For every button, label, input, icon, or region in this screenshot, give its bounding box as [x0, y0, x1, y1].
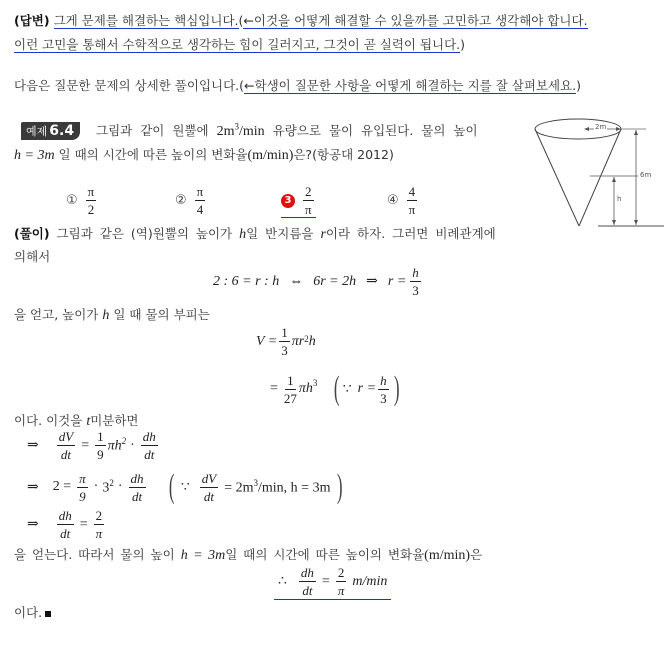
problem-line-2 — [14, 145, 394, 164]
dot-operator: · — [93, 479, 99, 494]
height-condition: h = 3m — [180, 548, 226, 563]
because-symbol: ∵ — [180, 479, 190, 495]
fraction — [336, 566, 347, 597]
dot-operator: · — [117, 479, 123, 494]
pi-h: πh — [107, 438, 122, 454]
solution-text: 일 때의 시간에 따른 높이의 변화율 — [225, 547, 425, 562]
denominator: dt — [302, 583, 313, 598]
solution-line-2 — [14, 247, 50, 265]
numerator: 1 — [281, 325, 288, 340]
denominator: 3 — [281, 343, 288, 358]
flow-rate-exp: 3 — [234, 121, 239, 132]
radius-label: 2m — [595, 123, 607, 131]
solution-text: 그림과 같은 (역)원뿔의 높이가 — [56, 226, 233, 241]
qed-square-icon — [45, 611, 51, 617]
numerator: dh — [58, 508, 72, 523]
choice-4 — [387, 185, 419, 216]
derivative-step-3 — [27, 509, 106, 540]
flow-rate — [216, 121, 265, 139]
choice-3-selected — [281, 185, 316, 218]
choice-marker: ④ — [387, 193, 399, 208]
numerator: π — [79, 470, 86, 486]
solution-text: 이다. 이것을 — [14, 413, 83, 428]
denominator: 3 — [412, 283, 419, 298]
numerator: dV — [201, 470, 217, 486]
fraction — [378, 374, 389, 405]
eq-mid: 6r = 2h — [313, 273, 357, 289]
detail-intro-note-text: 학생이 질문한 사항을 어떻게 해결하는 지를 잘 살펴보세요. — [254, 78, 577, 93]
numerator: h — [412, 265, 419, 280]
volume-lhs: V = — [256, 333, 278, 349]
numerator: dh — [130, 470, 144, 486]
paren-open: ( — [239, 78, 245, 93]
eq-right: r = — [387, 273, 407, 289]
fraction — [129, 472, 146, 503]
choice-2 — [175, 185, 207, 216]
solution-label: (풀이) — [14, 226, 50, 241]
badge-number: 6.4 — [49, 123, 75, 139]
r-equals: r = — [357, 381, 377, 396]
solution-line-5 — [14, 545, 482, 564]
solution-text: 일 반지름을 — [246, 226, 314, 241]
exponent: 3 — [312, 378, 318, 388]
implies-symbol: ⇒ — [27, 479, 39, 495]
answer-core-statement: 그게 문제를 해결하는 핵심입니다. — [53, 13, 239, 28]
var-t: t — [86, 414, 91, 429]
problem-text-b: 유량으로 물이 유입된다. 물의 높이 — [272, 123, 478, 138]
example-badge — [21, 122, 80, 140]
numerator: h — [380, 372, 387, 388]
denominator: dt — [60, 447, 72, 462]
answer-note-1 — [243, 13, 587, 29]
condition — [224, 478, 330, 497]
choice-fraction — [86, 185, 97, 216]
lhs: 2 = — [52, 479, 72, 494]
problem-line-1 — [21, 121, 478, 140]
solution-text: 은 — [470, 547, 483, 562]
problem-text-c: 일 때의 시간에 따른 높이의 변화율 — [58, 147, 248, 162]
paren-close: ) — [576, 78, 582, 93]
three-squared — [102, 478, 114, 497]
solution-text: 이다. — [14, 605, 43, 620]
detail-intro-text: 다음은 질문한 문제의 상세한 풀이입니다. — [14, 78, 240, 93]
denominator: π — [408, 202, 416, 217]
pi-h: πh — [298, 381, 313, 396]
numerator: dh — [300, 565, 314, 580]
choice-fraction — [303, 185, 314, 216]
final-answer — [274, 566, 391, 600]
rate-unit: (m/min) — [247, 148, 294, 163]
height-condition: h = 3m — [14, 148, 55, 163]
var-h: h — [239, 227, 247, 242]
proportion-equation — [213, 266, 423, 297]
denominator: π — [304, 202, 312, 217]
dot-operator: · — [130, 437, 135, 453]
var-r: r — [320, 227, 326, 242]
cond-tail: /min, h = 3m — [258, 480, 331, 496]
solution-text: 을 얻는다. 따라서 물의 높이 — [14, 547, 175, 562]
denominator: dt — [131, 488, 143, 504]
answer-note-1-text: 이것을 어떻게 해결할 수 있을까를 고민하고 생각해야 합니다. — [253, 13, 588, 28]
denominator: 9 — [79, 488, 86, 504]
pi-h-squared — [108, 436, 127, 455]
detail-intro-note — [244, 78, 576, 94]
fraction — [141, 430, 158, 461]
numerator: 2 — [95, 508, 103, 523]
numerator: 1 — [97, 429, 104, 444]
numerator: π — [87, 184, 95, 199]
volume-equation — [256, 326, 316, 357]
denominator: π — [95, 526, 103, 541]
fraction — [284, 374, 297, 405]
pi-r: πr — [291, 333, 305, 349]
paren-open: ( — [168, 468, 174, 505]
flow-rate-unit: /min — [238, 124, 265, 139]
left-arrow-icon: ← — [244, 78, 255, 93]
paren-open: ( — [238, 13, 244, 28]
choice-marker: ② — [175, 193, 187, 208]
numerator: 4 — [408, 184, 416, 199]
numerator: 2 — [305, 184, 312, 199]
choice-marker: ① — [66, 193, 78, 208]
choice-fraction — [407, 185, 418, 216]
denominator: π — [337, 583, 345, 598]
solution-text: 을 얻고, 높이가 — [14, 307, 99, 322]
paren-open: ( — [334, 370, 340, 407]
eq-left: 2 : 6 = r : h — [213, 273, 280, 289]
fraction — [57, 430, 75, 461]
fraction — [57, 509, 74, 540]
derivative-step-1 — [27, 430, 160, 461]
denominator: dt — [60, 526, 71, 541]
paren-close: ) — [393, 370, 400, 407]
water-height-label: h — [617, 195, 622, 203]
paren-close: ) — [460, 37, 466, 52]
solution-text: 의해서 — [14, 249, 51, 264]
solution-text: 미분하면 — [90, 413, 139, 428]
implies-symbol: ⇒ — [27, 517, 39, 532]
numerator: dh — [142, 429, 156, 444]
height-label: 6m — [640, 171, 652, 179]
denominator: 4 — [196, 202, 204, 217]
equals: = — [81, 437, 90, 453]
solution-text: 이라 하자. 그러면 비례관계에 — [325, 226, 496, 241]
because-symbol: ∵ — [342, 381, 352, 397]
numerator: π — [196, 184, 204, 199]
fraction — [410, 266, 421, 297]
iff-symbol: ⇔ — [289, 273, 304, 289]
answer-label: (답변) — [14, 13, 50, 28]
equals: = — [270, 381, 278, 396]
var-h: h — [308, 333, 316, 349]
flow-rate-value: 2m — [216, 124, 235, 139]
exponent: 2 — [304, 334, 309, 344]
numerator: 2 — [337, 565, 345, 580]
answer-line-1 — [14, 11, 588, 29]
denominator: dt — [144, 447, 155, 462]
fraction — [95, 430, 106, 461]
denominator: 2 — [87, 202, 95, 217]
denominator: 9 — [97, 447, 104, 462]
exponent: 3 — [253, 477, 258, 488]
therefore-symbol: ∴ — [278, 574, 287, 589]
solution-line-4 — [14, 411, 139, 430]
base: 3 — [102, 480, 110, 496]
fraction — [279, 326, 290, 357]
implies-symbol: ⇒ — [366, 274, 378, 289]
answer-note-2: 이런 고민을 통해서 수학적으로 생각하는 힘이 길러지고, 그것이 곧 실력이 됩니다. — [14, 37, 461, 52]
denominator: 27 — [283, 390, 297, 406]
cone-diagram — [528, 115, 666, 230]
left-arrow-icon: ← — [243, 13, 254, 28]
detail-intro-line — [14, 76, 581, 94]
denominator: dt — [203, 488, 215, 504]
solution-text: 일 때 물의 부피는 — [113, 307, 210, 322]
answer-line-2 — [14, 35, 465, 53]
denominator: 3 — [380, 390, 387, 406]
solution-end — [14, 603, 51, 621]
implies-symbol: ⇒ — [27, 438, 39, 453]
fraction — [77, 472, 88, 503]
volume-simplified — [270, 372, 402, 406]
choice-fraction — [195, 185, 206, 216]
exponent: 2 — [109, 477, 114, 488]
selected-answer-marker: 3 — [281, 194, 295, 208]
numerator: dV — [58, 429, 74, 444]
badge-prefix: 예제 — [26, 125, 48, 138]
rate-unit: (m/min) — [424, 548, 471, 563]
problem-source: 은?(항공대 2012) — [293, 147, 394, 162]
problem-text-a: 그림과 같이 원뿔에 — [96, 123, 209, 138]
var-h: h — [102, 308, 110, 323]
fraction — [200, 472, 218, 503]
equals: = — [321, 573, 330, 589]
choice-1 — [66, 185, 98, 216]
fraction — [94, 509, 105, 540]
solution-line-3 — [14, 305, 210, 324]
numerator: 1 — [287, 372, 294, 388]
exponent: 2 — [121, 436, 127, 447]
equals: = — [79, 516, 88, 532]
derivative-step-2 — [27, 470, 346, 504]
solution-line-1 — [14, 224, 496, 243]
paren-close: ) — [337, 468, 343, 505]
final-unit: m/min — [352, 573, 388, 589]
cond-value: = 2m — [224, 480, 254, 496]
fraction — [299, 566, 316, 597]
